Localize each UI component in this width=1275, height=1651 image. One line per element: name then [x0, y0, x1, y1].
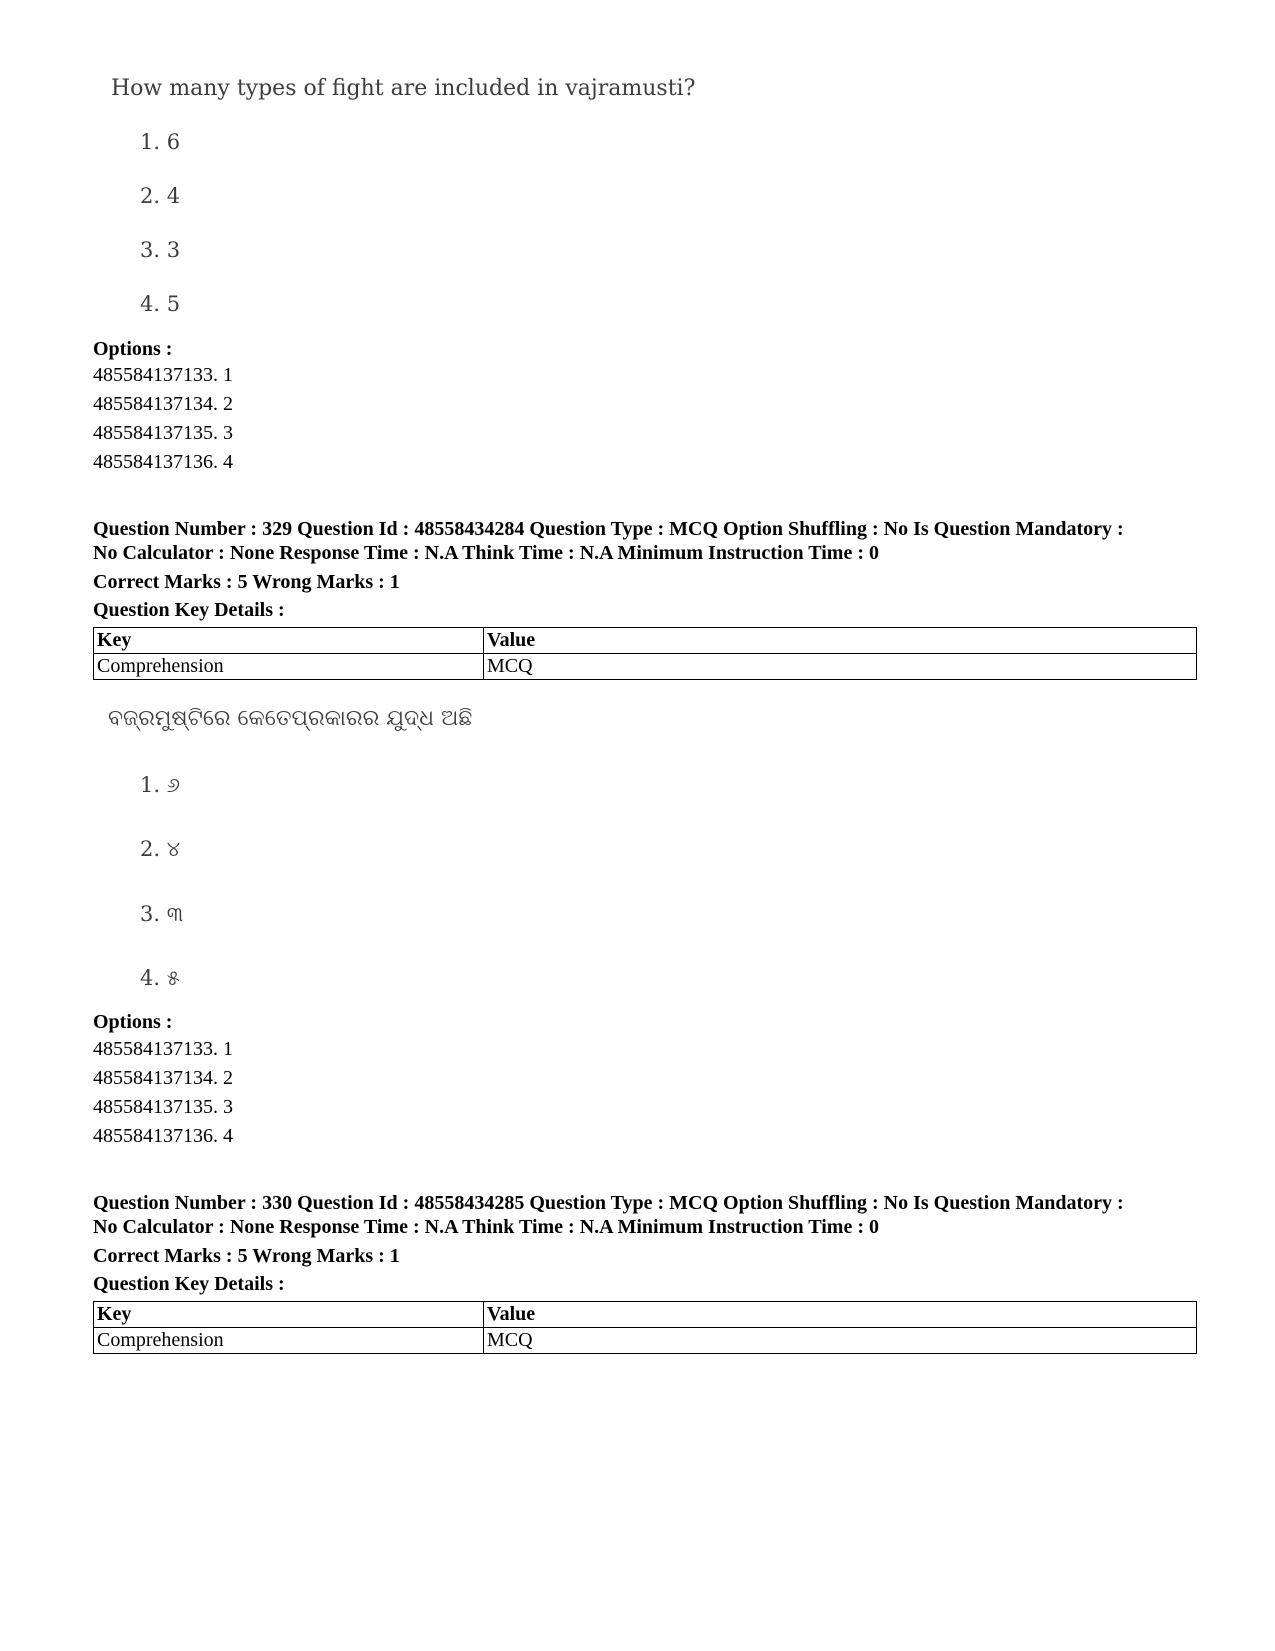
option-item: 485584137136. 4 [93, 1125, 233, 1147]
table-header-row [94, 1302, 1197, 1328]
table-header-row [94, 628, 1197, 654]
option-item: 485584137133. 1 [93, 364, 233, 386]
question-text: How many types of fight are included in vajramusti? [111, 76, 696, 101]
option-item: 485584137135. 3 [93, 422, 233, 444]
option-item: 485584137135. 3 [93, 1096, 233, 1118]
option-item: 485584137133. 1 [93, 1038, 233, 1060]
table-cell-value: MCQ [484, 654, 1197, 680]
options-heading: Options : [93, 338, 173, 360]
table-header-key: Key [94, 1302, 484, 1328]
question-meta-line2: No Calculator : None Response Time : N.A Think Time : N.A Minimum Instruction Time : 0 [93, 542, 879, 564]
choice-3: 3. ୩ [140, 902, 184, 926]
table-cell-value: MCQ [484, 1328, 1197, 1354]
table-row [94, 654, 1197, 680]
table-header-value: Value [484, 1302, 1197, 1328]
choice-2: 2. 4 [140, 184, 181, 208]
choice-1: 1. ୬ [140, 773, 180, 797]
question-meta-line2: No Calculator : None Response Time : N.A Think Time : N.A Minimum Instruction Time : 0 [93, 1216, 879, 1238]
marks-line: Correct Marks : 5 Wrong Marks : 1 [93, 1245, 400, 1267]
table-row [94, 1328, 1197, 1354]
table-header-key: Key [94, 628, 484, 654]
choice-2: 2. ୪ [140, 837, 181, 861]
key-details-heading: Question Key Details : [93, 599, 285, 621]
question-meta-line1: Question Number : 330 Question Id : 48558434285 Question Type : MCQ Option Shuffling : No Is Question Mandatory : [93, 1192, 1124, 1214]
key-details-heading: Question Key Details : [93, 1273, 285, 1295]
choice-4: 4. 5 [140, 292, 181, 316]
option-item: 485584137134. 2 [93, 1067, 233, 1089]
choice-3: 3. 3 [140, 238, 181, 262]
choice-1: 1. 6 [140, 130, 181, 154]
key-value-table [93, 627, 1197, 680]
option-item: 485584137136. 4 [93, 451, 233, 473]
options-heading: Options : [93, 1011, 173, 1033]
option-item: 485584137134. 2 [93, 393, 233, 415]
marks-line: Correct Marks : 5 Wrong Marks : 1 [93, 571, 400, 593]
question-meta-line1: Question Number : 329 Question Id : 48558434284 Question Type : MCQ Option Shuffling : No Is Question Mandatory : [93, 518, 1124, 540]
key-value-table [93, 1301, 1197, 1354]
options-list [93, 361, 233, 477]
table-header-value: Value [484, 628, 1197, 654]
table-cell-key: Comprehension [94, 654, 484, 680]
choice-4: 4. ୫ [140, 966, 180, 990]
options-list [93, 1035, 233, 1151]
question-text-odia: ବଜ୍ରମୁଷ୍ଟିରେ କେତେପ୍ରକାରର ଯୁଦ୍ଧ ଅଛି [108, 706, 473, 731]
table-cell-key: Comprehension [94, 1328, 484, 1354]
